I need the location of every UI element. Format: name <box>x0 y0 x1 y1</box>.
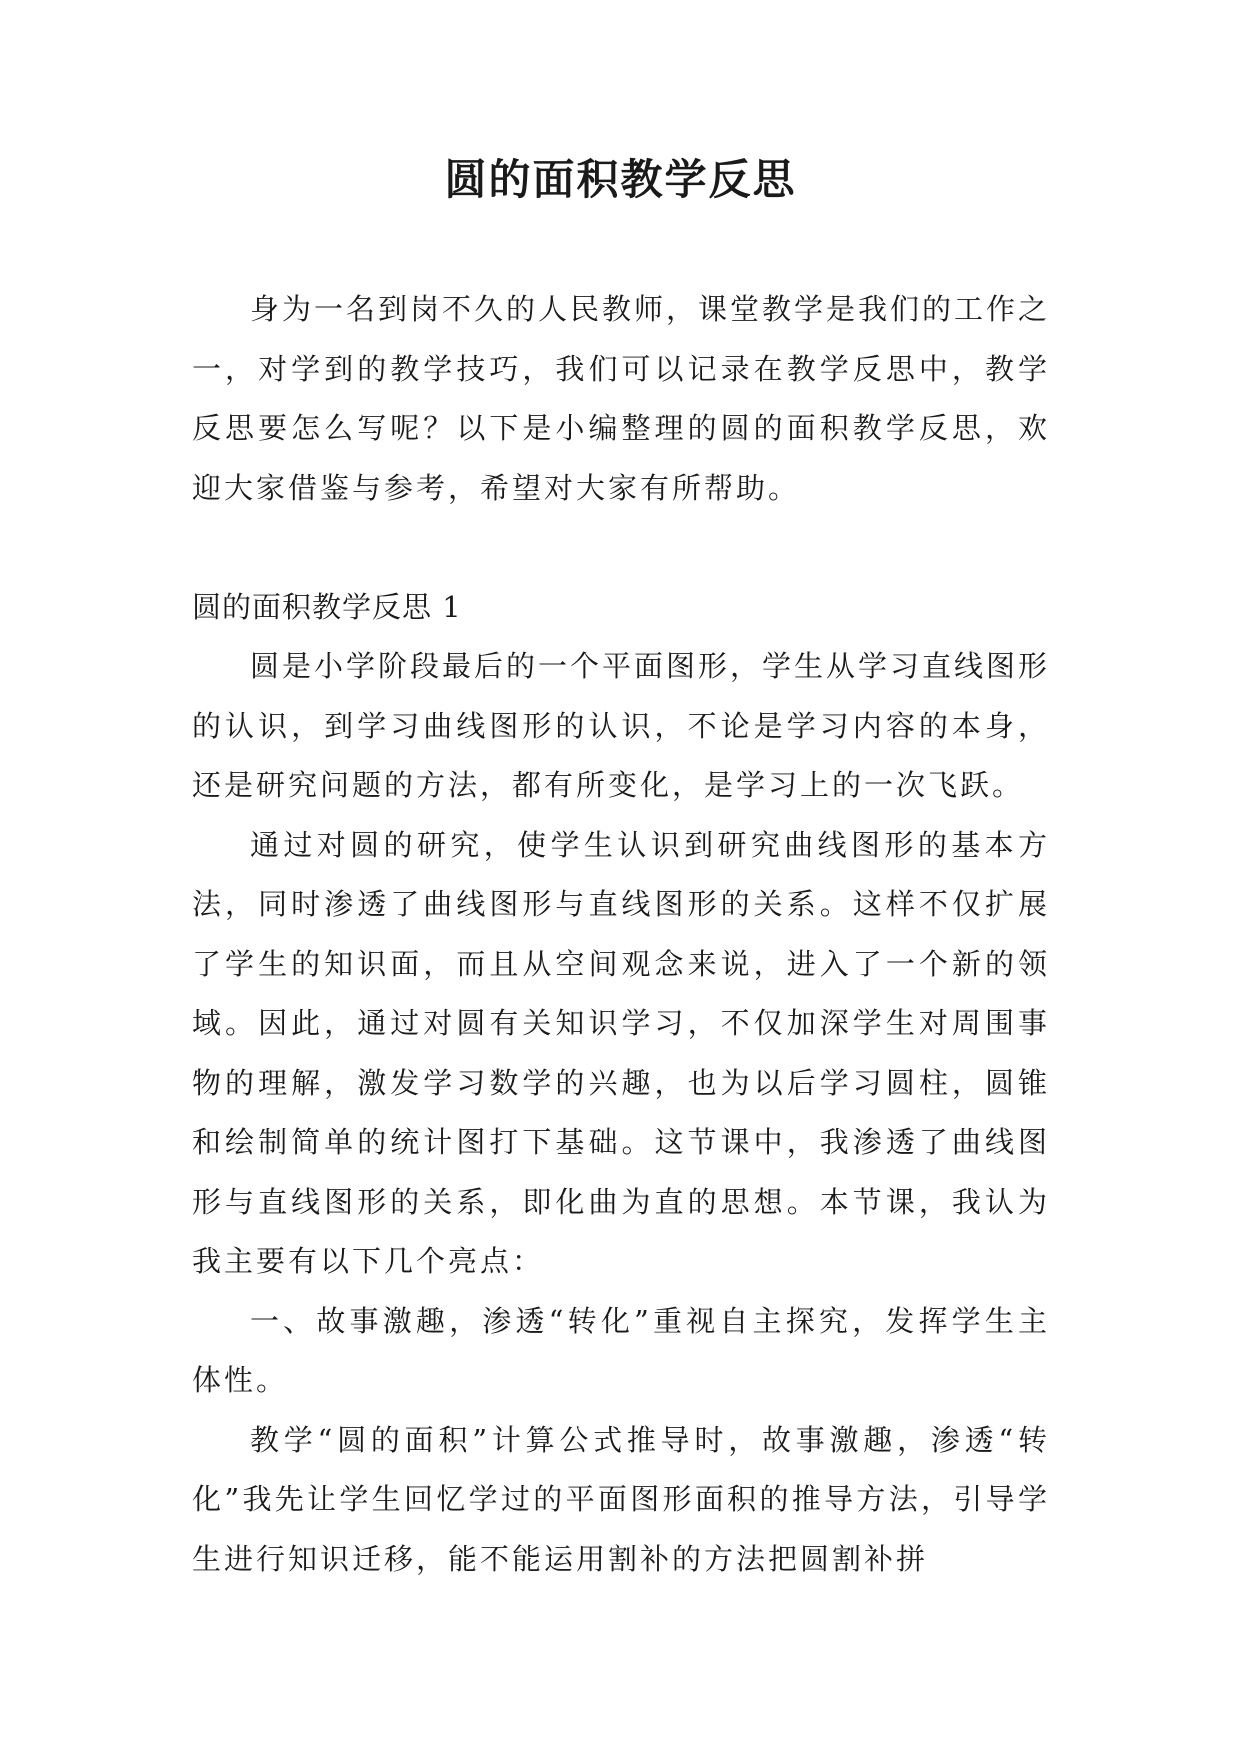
section-heading: 圆的面积教学反思 1 <box>192 589 462 624</box>
body-paragraph: 教学“圆的面积”计算公式推导时，故事激趣，渗透“转化”我先让学生回忆学过的平面图形面积的推导方法，引导学生进行知识迁移，能不能运用割补的方法把圆割补拼 <box>192 1422 1050 1576</box>
document-title: 圆的面积教学反思 <box>444 155 797 204</box>
body-paragraph: 圆是小学阶段最后的一个平面图形，学生从学习直线图形的认识，到学习曲线图形的认识，不论是学习内容的本身，还是研究问题的方法，都有所变化，是学习上的一次飞跃。 <box>192 649 1051 802</box>
paragraph-spacer <box>192 518 1050 578</box>
body-paragraph: 通过对圆的研究，使学生认识到研究曲线图形的基本方法，同时渗透了曲线图形与直线图形的关系。这样不仅扩展了学生的知识面，而且从空间观念来说，进入了一个新的领域。因此，通过对圆有关知识学习，不仅加深学生对周围事物的理解，激发学习数学的兴趣，也为以后学习圆柱，圆锥和绘制简单的统计图打下基础。这节课中，我渗透了曲线图形与直线图形的关系，即化曲为直的思想。本节课，我认为我主要有以下几个亮点： <box>192 827 1050 1278</box>
document-body <box>192 280 1050 1589</box>
intro-paragraph: 身为一名到岗不久的人民教师，课堂教学是我们的工作之一，对学到的教学技巧，我们可以记录在教学反思中，教学反思要怎么写呢？以下是小编整理的圆的面积教学反思，欢迎大家借鉴与参考，希望对大家有所帮助。 <box>192 292 1051 505</box>
body-paragraph: 一、故事激趣，渗透“转化”重视自主探究，发挥学生主体性。 <box>192 1303 1050 1397</box>
